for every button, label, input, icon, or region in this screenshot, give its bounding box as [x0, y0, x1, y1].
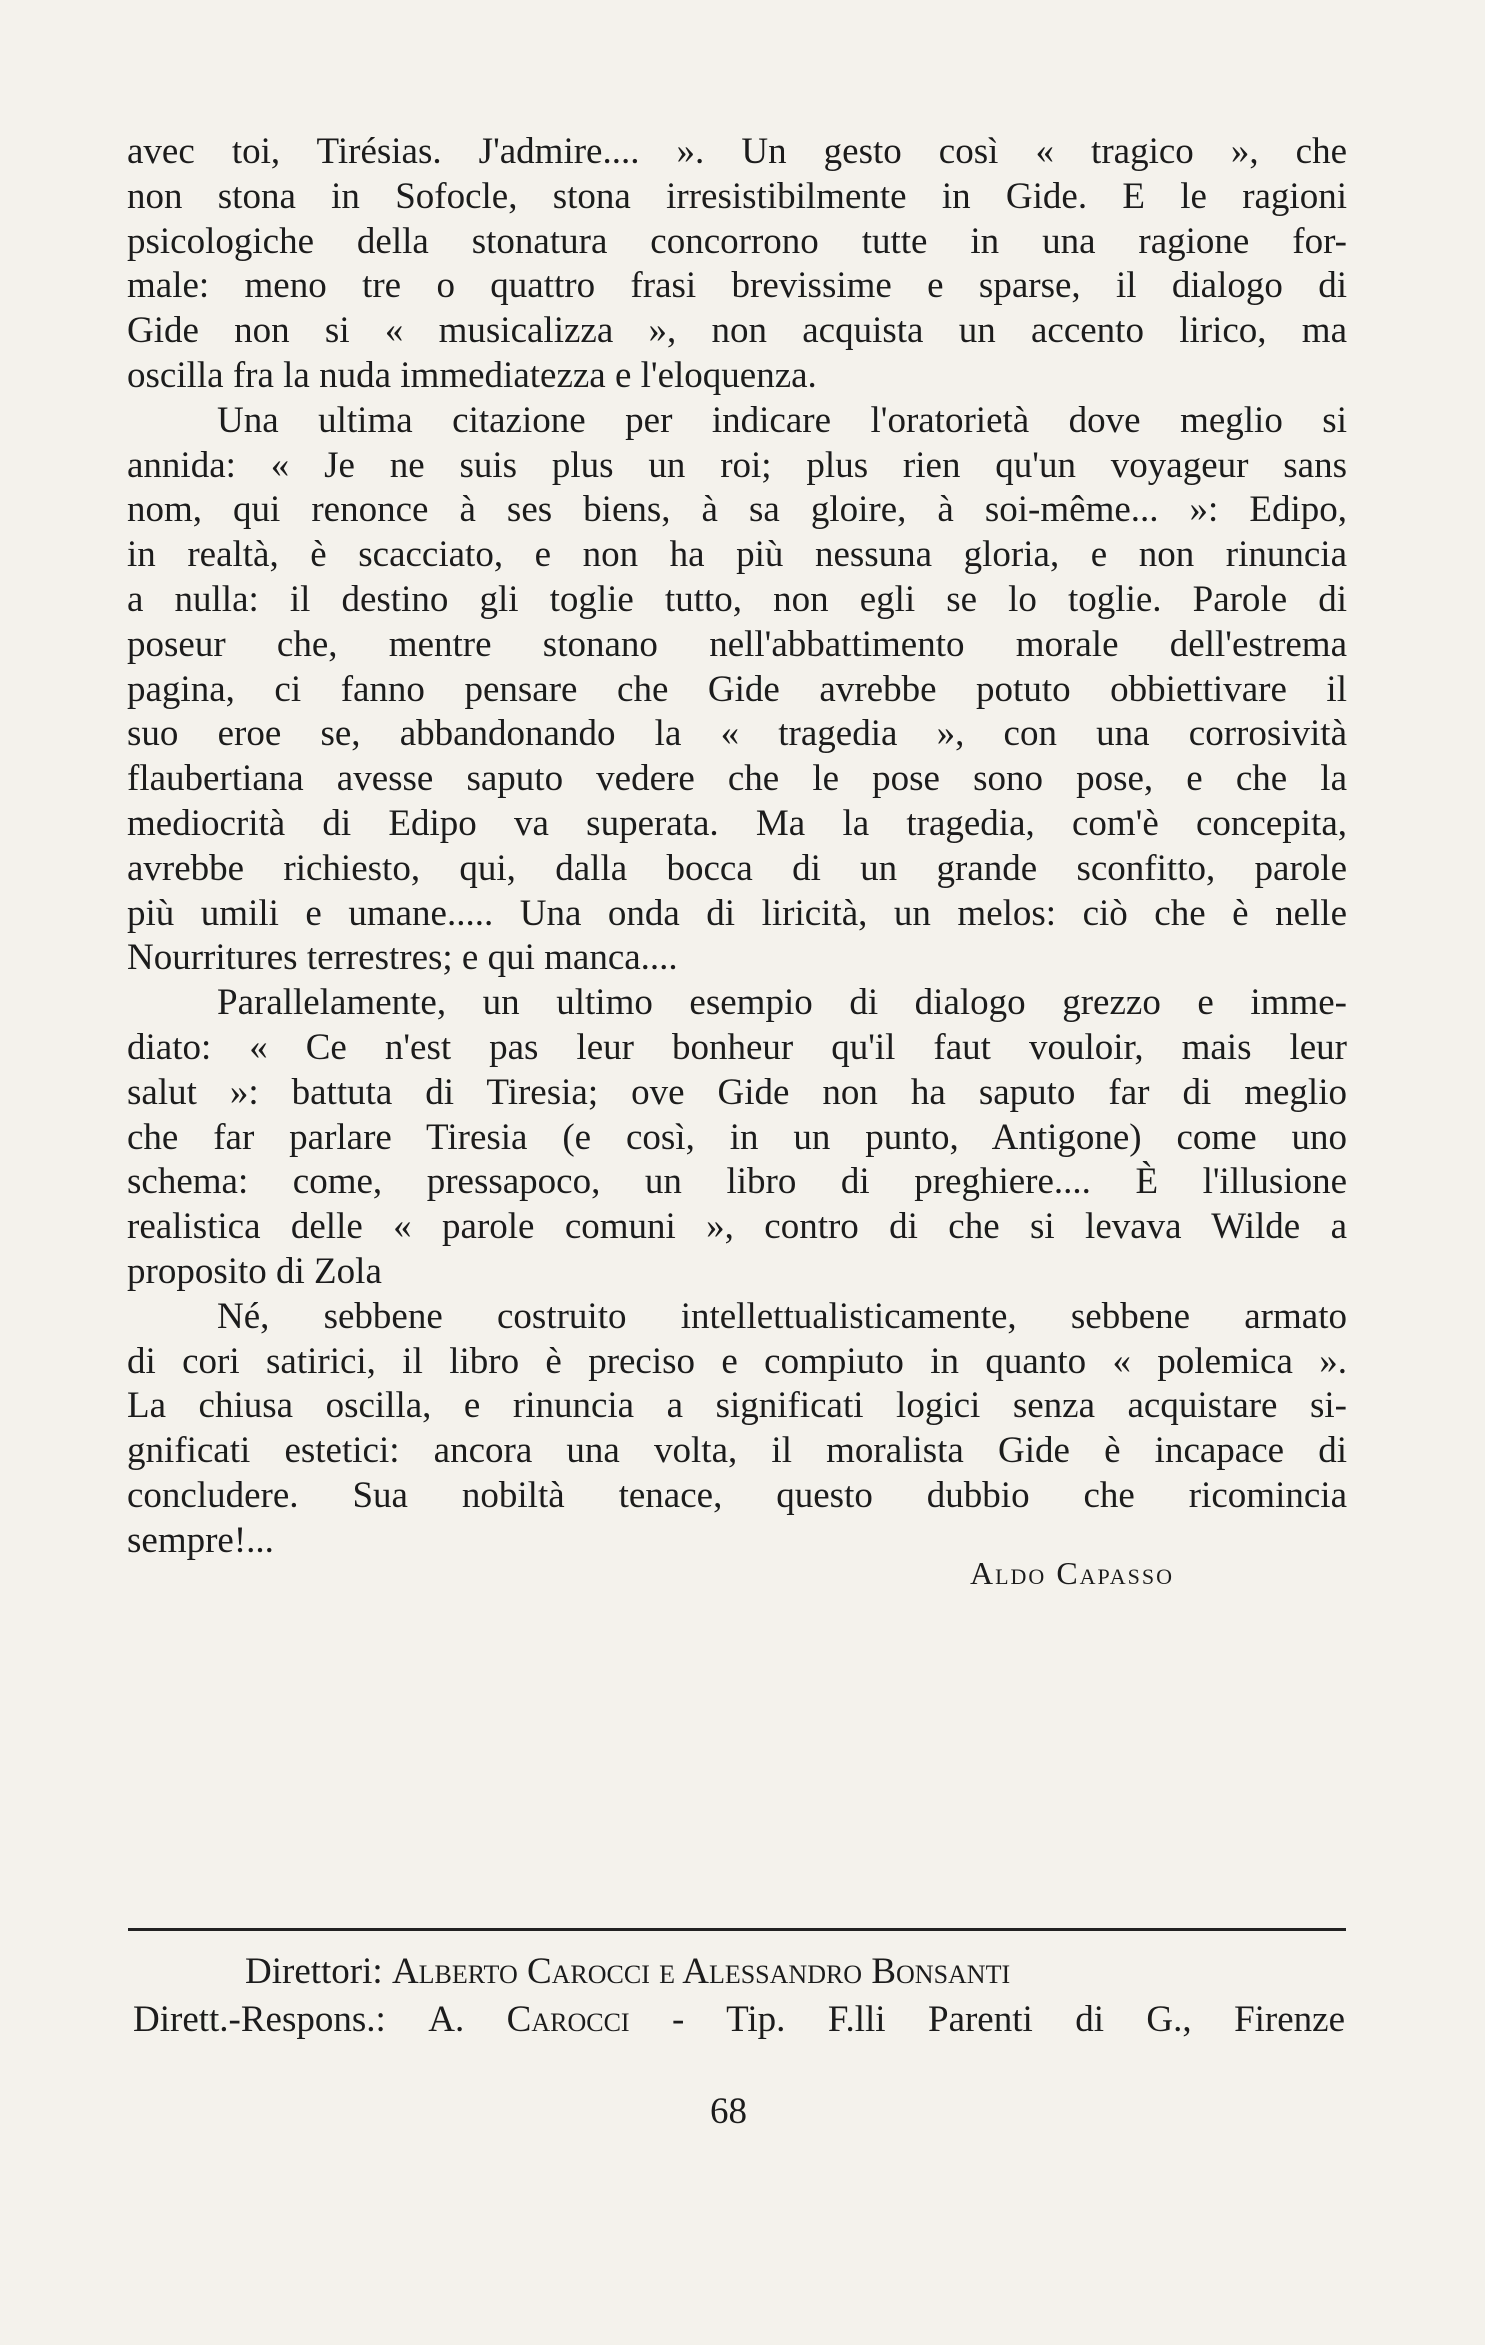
- responsible-label: Dirett.-Respons.:: [133, 1999, 386, 2040]
- article-body: [127, 130, 1347, 1564]
- author-signature: Aldo Capasso: [970, 1555, 1175, 1591]
- text-line: male: meno tre o quattro frasi brevissime e sparse, il dialogo di: [127, 265, 1347, 307]
- text-line: Gide non si « musicalizza », non acquista un accento lirico, ma: [127, 310, 1347, 352]
- text-line: di cori satirici, il libro è preciso e compiuto in quanto « polemica ».: [127, 1340, 1347, 1382]
- printer-info: - Tip. F.lli Parenti di G., Firenze: [672, 1999, 1346, 2040]
- text-line: a nulla: il destino gli toglie tutto, non egli se lo toglie. Parole di: [127, 578, 1347, 620]
- directors-names: Alberto Carocci e Alessandro Bonsanti: [391, 1951, 1011, 1992]
- text-line: avrebbe richiesto, qui, dalla bocca di un grande sconfitto, parole: [127, 847, 1347, 889]
- text-line: oscilla fra la nuda immediatezza e l'eloquenza.: [127, 354, 817, 396]
- text-line: flaubertiana avesse saputo vedere che le pose sono pose, e che la: [127, 758, 1347, 800]
- text-line: poseur che, mentre stonano nell'abbattimento morale dell'estrema: [127, 623, 1347, 665]
- colophon-responsible: [133, 1998, 1345, 2041]
- text-line: più umili e umane..... Una onda di liricità, un melos: ciò che è nelle: [127, 892, 1347, 934]
- text-line: gnificati estetici: ancora una volta, il moralista Gide è incapace di: [127, 1430, 1347, 1472]
- text-line: salut »: battuta di Tiresia; ove Gide non ha saputo far di meglio: [127, 1071, 1347, 1113]
- text-line: che far parlare Tiresia (e così, in un punto, Antigone) come uno: [127, 1116, 1347, 1158]
- text-line: pagina, ci fanno pensare che Gide avrebbe potuto obbiettivare il: [127, 668, 1347, 710]
- text-line: sempre!...: [127, 1519, 274, 1561]
- text-line: suo eroe se, abbandonando la « tragedia », con una corrosività: [127, 713, 1347, 755]
- text-line: annida: « Je ne suis plus un roi; plus rien qu'un voyageur sans: [127, 444, 1347, 486]
- text-line: non stona in Sofocle, stona irresistibilmente in Gide. E le ragioni: [127, 175, 1347, 217]
- text-line: Parallelamente, un ultimo esempio di dialogo grezzo e imme-: [217, 982, 1347, 1024]
- text-line: La chiusa oscilla, e rinuncia a significati logici senza acquistare si-: [127, 1385, 1347, 1427]
- text-line: schema: come, pressapoco, un libro di preghiere.... È l'illusione: [127, 1161, 1347, 1203]
- text-line: Una ultima citazione per indicare l'oratorietà dove meglio si: [217, 399, 1347, 441]
- text-line: realistica delle « parole comuni », contro di che si levava Wilde a: [127, 1206, 1347, 1248]
- page-number: 68: [710, 2091, 747, 2132]
- text-line: avec toi, Tirésias. J'admire.... ». Un gesto così « tragico », che: [127, 131, 1347, 172]
- text-line: Né, sebbene costruito intellettualisticamente, sebbene armato: [217, 1295, 1347, 1337]
- text-line: concludere. Sua nobiltà tenace, questo dubbio che ricomincia: [127, 1474, 1347, 1516]
- text-line: psicologiche della stonatura concorrono tutte in una ragione for-: [127, 220, 1347, 262]
- text-line: diato: « Ce n'est pas leur bonheur qu'il faut vouloir, mais leur: [127, 1026, 1347, 1068]
- text-line: Nourritures terrestres; e qui manca....: [127, 937, 678, 979]
- text-line: nom, qui renonce à ses biens, à sa gloire, à soi-même... »: Edipo,: [127, 489, 1347, 531]
- responsible-name: A. Carocci: [428, 1999, 630, 2040]
- text-line: mediocrità di Edipo va superata. Ma la tragedia, com'è concepita,: [127, 802, 1347, 844]
- colophon-directors: [245, 1950, 1010, 1993]
- text-line: proposito di Zola: [127, 1250, 382, 1292]
- footer-rule: [128, 1928, 1346, 1931]
- text-line: in realtà, è scacciato, e non ha più nessuna gloria, e non rinuncia: [127, 534, 1347, 576]
- directors-label: Direttori:: [245, 1951, 383, 1992]
